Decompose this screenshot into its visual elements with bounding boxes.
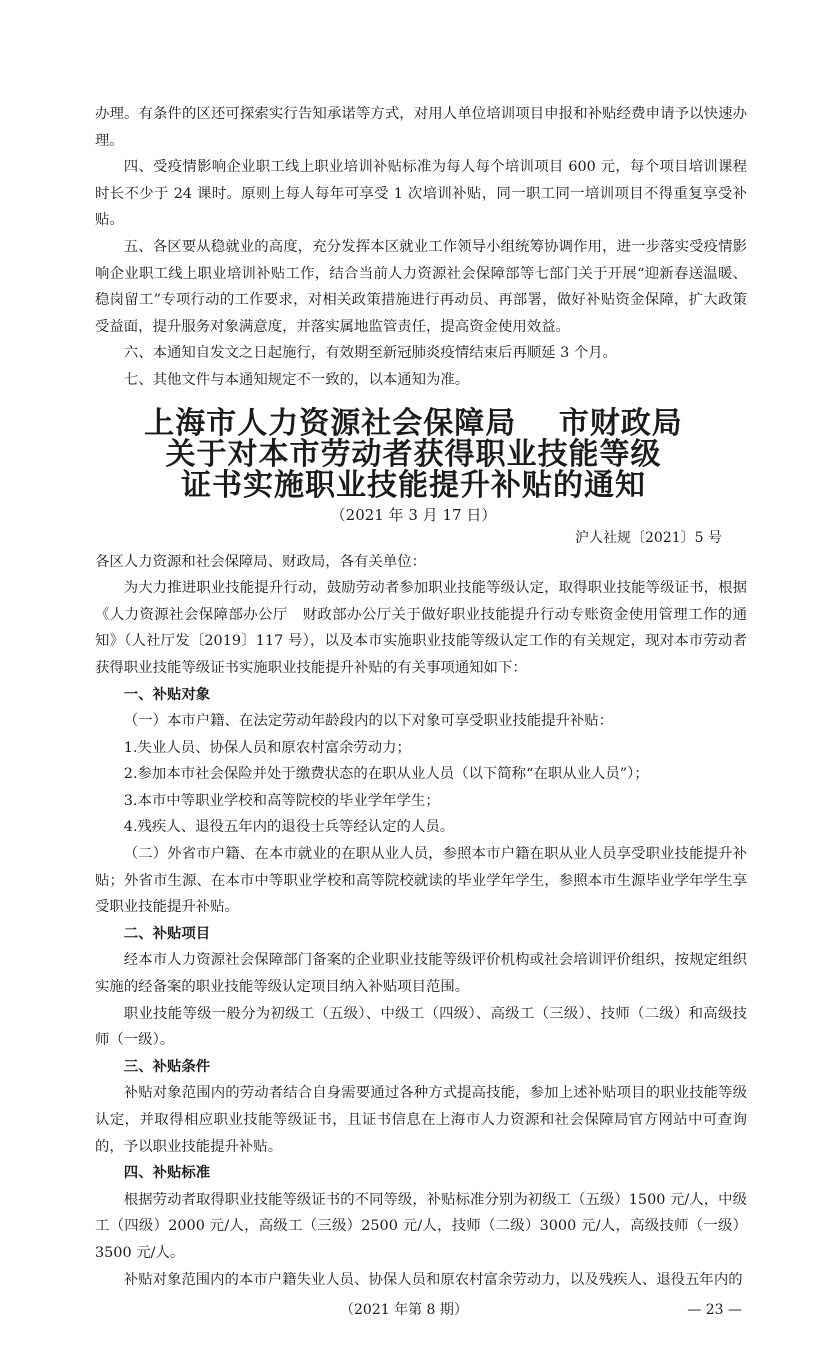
notice-title-line-2: 关于对本市劳动者获得职业技能等级 [165,436,662,472]
paragraph: 根据劳动者取得职业技能等级证书的不同等级，补贴标准分别为初级工（五级）1500 元/人，中级工（四级）2000 元/人，高级工（三级）2500 元/人，技师（二级）3000 元/人，高级技师（一级）3500 元/人。 [95,1191,747,1261]
continued-section [95,101,747,394]
section-heading: 三、补贴条件 [123,1058,211,1075]
paragraph: 4.残疾人、退役五年内的退役士兵等经认定的人员。 [123,819,455,836]
document-number: 沪人社规〔2021〕5 号 [575,529,722,546]
paragraph: 补贴对象范围内的本市户籍失业人员、协保人员和原农村富余劳动力，以及残疾人、退役五年内的 [123,1271,743,1288]
paragraph: 五、各区要从稳就业的高度，充分发挥本区就业工作领导小组统筹协调作用，进一步落实受疫情影响企业职工线上职业培训补贴工作，结合当前人力资源社会保障部等七部门关于开展“迎新春送温暖、稳岗留工”专项行动的工作要求，对相关政策措施进行再动员、再部署，做好补贴资金保障，扩大政策受益面，提升服务对象满意度，并落实属地监管责任，提高资金使用效益。 [95,238,747,335]
paragraph: 七、其他文件与本通知规定不一致的，以本通知为准。 [123,371,470,388]
notice-date: （2021 年 3 月 17 日） [330,505,497,524]
section-heading: 四、补贴标准 [123,1165,211,1182]
footer-issue: （2021 年第 8 期） [340,1302,468,1319]
paragraph: 各区人力资源和社会保障局、财政局，各有关单位： [95,553,426,570]
paragraph: 2.参加本市社会保险并处于缴费状态的在职从业人员（以下简称“在职从业人员”）； [123,766,649,783]
notice-body [95,549,747,1294]
section-heading: 二、补贴项目 [123,925,211,942]
paragraph: 3.本市中等职业学校和高等院校的毕业学年学生； [123,792,440,809]
section-heading: 一、补贴对象 [123,686,211,703]
notice-title-line-3: 证书实施职业技能提升补贴的通知 [181,467,646,503]
notice-title-line-1: 上海市人力资源社会保障局 市财政局 [144,405,683,441]
paragraph: 六、本通知自发文之日起施行，有效期至新冠肺炎疫情结束后再顺延 3 个月。 [123,345,617,362]
paragraph: 为大力推进职业技能提升行动，鼓励劳动者参加职业技能等级认定，取得职业技能等级证书，根据《人力资源社会保障部办公厅 财政部办公厅关于做好职业技能提升行动专账资金使用管理工作的通知》（人社厅发〔2019〕117 号），以及本市实施职业技能等级认定工作的有关规定，现对本市劳动者获得职业技能等级证书实施职业技能提升补贴的有关事项通知如下： [95,580,747,676]
paragraph: 1.失业人员、协保人员和原农村富余劳动力； [123,739,411,756]
paragraph: 补贴对象范围内的劳动者结合自身需要通过各种方式提高技能，参加上述补贴项目的职业技能等级认定，并取得相应职业技能等级证书，且证书信息在上海市人力资源和社会保障局官方网站中可查询的，予以职业技能提升补贴。 [95,1085,747,1155]
paragraph: （一）本市户籍、在法定劳动年龄段内的以下对象可享受职业技能提升补贴： [123,713,614,730]
page-number: — 23 — [687,1302,742,1319]
paragraph: 职业技能等级一般分为初级工（五级）、中级工（四级）、高级工（三级）、技师（二级）和高级技师（一级）。 [95,1005,747,1049]
paragraph: 四、受疫情影响企业职工线上职业培训补贴标准为每人每个培训项目 600 元，每个项目培训课程时长不少于 24 课时。原则上每人每年可享受 1 次培训补贴，同一职工同一培训项目不得重复享受补贴。 [95,159,747,229]
paragraph: 经本市人力资源社会保障部门备案的企业职业技能等级评价机构或社会培训评价组织，按规定组织实施的经备案的职业技能等级认定项目纳入补贴项目范围。 [95,952,747,996]
paragraph: （二）外省市户籍、在本市就业的在职从业人员，参照本市户籍在职从业人员享受职业技能提升补贴；外省市生源、在本市中等职业学校和高等院校就读的毕业学年学生，参照本市生源毕业学年学生享受职业技能提升补贴。 [95,846,747,916]
notice-header [0,405,827,549]
page-footer [95,1299,747,1321]
paragraph: 办理。有条件的区还可探索实行告知承诺等方式，对用人单位培训项目申报和补贴经费申请予以快速办理。 [95,106,747,149]
